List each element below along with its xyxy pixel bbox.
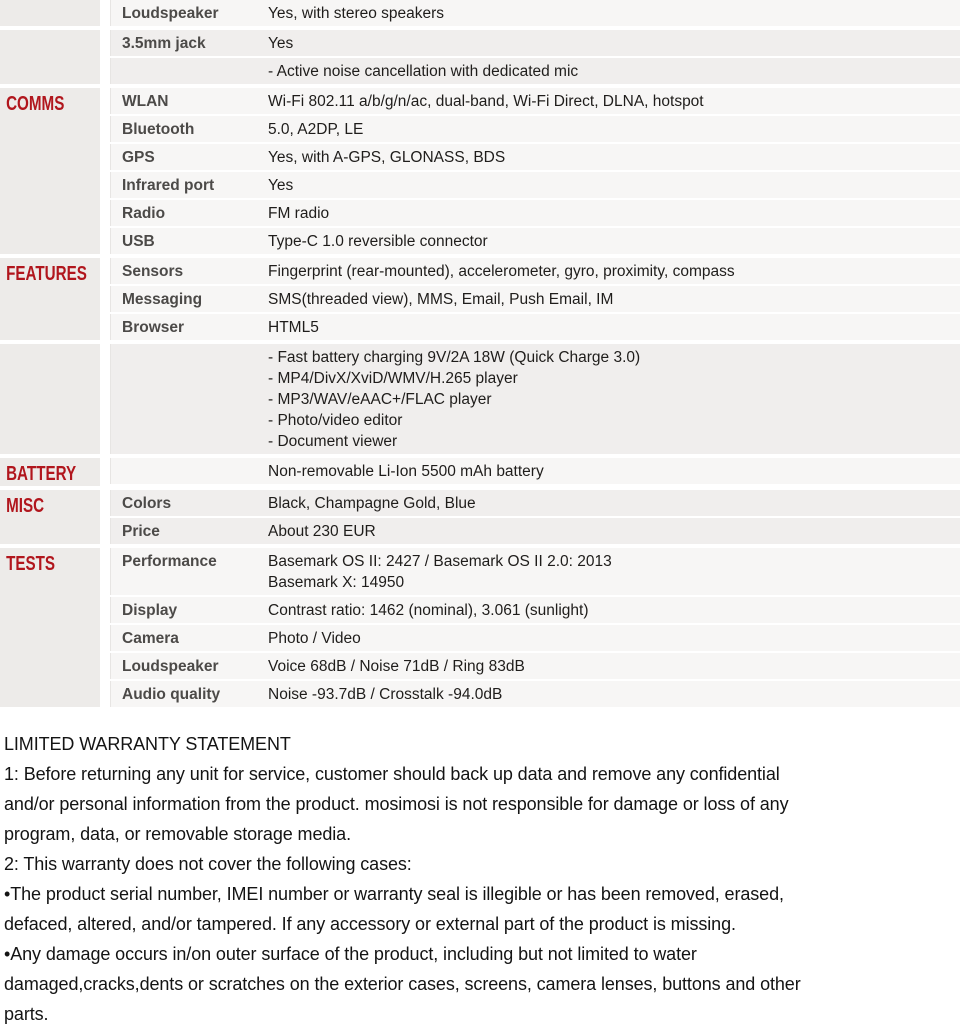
spec-value [255, 116, 960, 142]
spec-name: Sensors [122, 263, 184, 280]
spec-value-line: - MP4/DivX/XviD/WMV/H.265 player [268, 370, 518, 387]
spec-group [0, 458, 960, 486]
warranty-body [4, 759, 960, 1029]
spec-value [255, 172, 960, 198]
spec-row [110, 344, 960, 454]
spec-group [0, 548, 960, 707]
spec-row [110, 458, 960, 484]
spec-name: GPS [122, 149, 155, 166]
spec-row [110, 490, 960, 518]
spec-value-line: Basemark OS II: 2427 / Basemark OS II 2.0: 2013 [268, 553, 612, 570]
spec-name: 3.5mm jack [122, 35, 206, 52]
spec-name: Radio [122, 205, 166, 222]
spec-group [0, 30, 960, 84]
spec-value-line: Yes [268, 35, 294, 52]
spec-value-line: Photo / Video [268, 630, 361, 647]
category-cell [0, 88, 100, 254]
spec-value [255, 286, 960, 312]
spec-row [110, 172, 960, 200]
category-cell [0, 490, 100, 544]
spec-row [110, 548, 960, 597]
spec-name: Camera [122, 630, 179, 647]
spec-group [0, 0, 960, 26]
spec-row [110, 58, 960, 84]
spec-name: Colors [122, 495, 172, 512]
spec-value [255, 314, 960, 340]
spec-value [255, 681, 960, 707]
category-label [0, 0, 76, 5]
spec-value [255, 30, 960, 56]
spec-row [110, 0, 960, 26]
spec-value [255, 344, 960, 454]
spec-name: USB [122, 233, 155, 250]
spec-name [110, 458, 255, 484]
spec-name: Performance [122, 553, 217, 570]
spec-name: Loudspeaker [122, 5, 219, 22]
spec-rows [110, 30, 960, 84]
category-label-tests: TESTS [6, 553, 56, 575]
spec-value [255, 144, 960, 170]
warranty-section [0, 729, 960, 1029]
spec-name [110, 344, 255, 454]
spec-value-line: Noise -93.7dB / Crosstalk -94.0dB [268, 686, 503, 703]
category-cell [0, 458, 100, 486]
spec-name: WLAN [122, 93, 169, 110]
spec-name: Browser [122, 319, 185, 336]
spec-value-line: Type-C 1.0 reversible connector [268, 233, 488, 250]
spec-value-line: HTML5 [268, 319, 319, 336]
spec-row [110, 314, 960, 340]
warranty-line: and/or personal information from the product. mosimosi is not responsible for damage or loss of any [4, 794, 789, 814]
warranty-line: parts. [4, 1004, 49, 1024]
spec-row [110, 88, 960, 116]
spec-value [255, 597, 960, 623]
spec-name [110, 58, 255, 84]
spec-row [110, 597, 960, 625]
spec-value-line: Fingerprint (rear-mounted), accelerometer, gyro, proximity, compass [268, 263, 735, 280]
spec-row [110, 653, 960, 681]
category-label-features: FEATURES [6, 263, 87, 285]
spec-rows [110, 458, 960, 486]
spec-value-line: - Photo/video editor [268, 412, 403, 429]
spec-value [255, 653, 960, 679]
spec-row [110, 681, 960, 707]
category-cell [0, 30, 100, 84]
spec-rows [110, 258, 960, 340]
spec-value-line: Yes, with stereo speakers [268, 5, 445, 22]
spec-value-line: Basemark X: 14950 [268, 574, 405, 591]
spec-value [255, 518, 960, 544]
spec-value-line: - MP3/WAV/eAAC+/FLAC player [268, 391, 492, 408]
spec-value [255, 625, 960, 651]
spec-value-line: Yes [268, 177, 294, 194]
warranty-line: •The product serial number, IMEI number or warranty seal is illegible or has been removed, erased, [4, 884, 784, 904]
spec-value-line: Black, Champagne Gold, Blue [268, 495, 476, 512]
category-label [0, 344, 76, 349]
spec-name: Loudspeaker [122, 658, 219, 675]
warranty-title: LIMITED WARRANTY STATEMENT [4, 734, 291, 754]
warranty-line: 2: This warranty does not cover the following cases: [4, 854, 412, 874]
spec-row [110, 286, 960, 314]
spec-value-line: - Fast battery charging 9V/2A 18W (Quick Charge 3.0) [268, 349, 641, 366]
spec-row [110, 116, 960, 144]
spec-value-line: Voice 68dB / Noise 71dB / Ring 83dB [268, 658, 525, 675]
spec-value-line: Non-removable Li-Ion 5500 mAh battery [268, 463, 544, 480]
warranty-line: damaged,cracks,dents or scratches on the exterior cases, screens, camera lenses, buttons and other [4, 974, 801, 994]
spec-value-line: - Document viewer [268, 433, 398, 450]
spec-value [255, 58, 960, 84]
category-label-comms: COMMS [6, 93, 65, 115]
spec-value-line: Wi-Fi 802.11 a/b/g/n/ac, dual-band, Wi-Fi Direct, DLNA, hotspot [268, 93, 704, 110]
spec-value-line: About 230 EUR [268, 523, 376, 540]
spec-group [0, 344, 960, 454]
spec-name: Price [122, 523, 160, 540]
spec-group [0, 88, 960, 254]
warranty-line: defaced, altered, and/or tampered. If any accessory or external part of the product is missing. [4, 914, 736, 934]
spec-row [110, 518, 960, 544]
warranty-line: 1: Before returning any unit for service, customer should back up data and remove any confidential [4, 764, 780, 784]
spec-name: Bluetooth [122, 121, 195, 138]
spec-row [110, 625, 960, 653]
spec-value [255, 490, 960, 516]
spec-name: Audio quality [122, 686, 221, 703]
spec-rows [110, 344, 960, 454]
spec-name: Messaging [122, 291, 203, 308]
warranty-line: •Any damage occurs in/on outer surface of the product, including but not limited to water [4, 944, 697, 964]
spec-rows [110, 548, 960, 707]
spec-row [110, 144, 960, 172]
spec-value-line: Yes, with A-GPS, GLONASS, BDS [268, 149, 506, 166]
warranty-line: program, data, or removable storage media. [4, 824, 351, 844]
spec-group [0, 490, 960, 544]
spec-value [255, 458, 960, 484]
spec-value [255, 200, 960, 226]
spec-value [255, 88, 960, 114]
spec-value [255, 258, 960, 284]
spec-row [110, 228, 960, 254]
spec-value [255, 548, 960, 595]
category-cell [0, 344, 100, 454]
spec-group [0, 258, 960, 340]
spec-row [110, 30, 960, 58]
spec-value [255, 0, 960, 26]
spec-rows [110, 88, 960, 254]
category-label-misc: MISC [6, 495, 45, 517]
spec-row [110, 200, 960, 228]
category-label [0, 30, 76, 35]
category-cell [0, 548, 100, 707]
spec-value-line: Contrast ratio: 1462 (nominal), 3.061 (sunlight) [268, 602, 589, 619]
category-cell [0, 0, 100, 26]
spec-value-line: 5.0, A2DP, LE [268, 121, 364, 138]
category-cell [0, 258, 100, 340]
spec-row [110, 258, 960, 286]
spec-value-line: FM radio [268, 205, 330, 222]
spec-value-line: - Active noise cancellation with dedicated mic [268, 63, 579, 80]
spec-value [255, 228, 960, 254]
spec-rows [110, 0, 960, 26]
spec-value-line: SMS(threaded view), MMS, Email, Push Email, IM [268, 291, 614, 308]
category-label-battery: BATTERY [6, 463, 77, 485]
spec-name: Display [122, 602, 178, 619]
spec-rows [110, 490, 960, 544]
spec-name: Infrared port [122, 177, 215, 194]
